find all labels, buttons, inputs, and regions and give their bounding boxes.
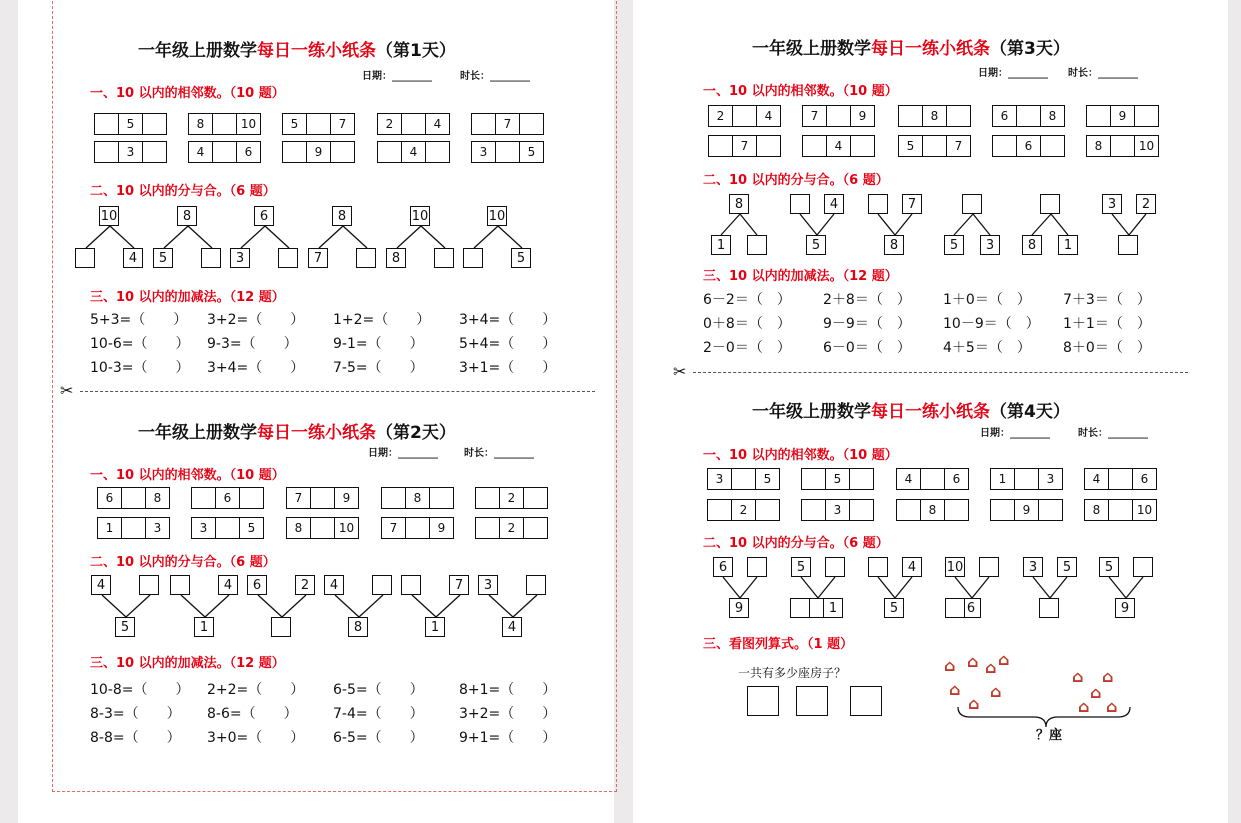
number-cell: 6 xyxy=(1017,136,1041,156)
number-box: 1 xyxy=(425,617,445,637)
equation: 8-8=（ ） xyxy=(90,730,181,746)
number-box: 10 xyxy=(99,206,119,226)
equation: 2+2=（ ） xyxy=(207,682,305,698)
house-icon: ⌂ xyxy=(1090,683,1102,702)
number-box: 6 xyxy=(247,575,267,595)
section-merge: 二、10 以内的分与合。（6 题） xyxy=(703,536,889,551)
equation: 3+2=（ ） xyxy=(459,706,557,722)
number-cell: 7 xyxy=(733,136,757,156)
house-icon: ⌂ xyxy=(967,652,979,671)
house-icon: ⌂ xyxy=(990,682,1002,701)
number-box: 5 xyxy=(1099,557,1119,577)
number-cell: 7 xyxy=(954,139,963,153)
number-box: 1 xyxy=(711,235,731,255)
equation: 0＋8＝（ ） xyxy=(703,316,791,332)
number-cell: 8 xyxy=(923,106,947,126)
number-cell: 4 xyxy=(764,109,773,123)
number-box: 3 xyxy=(230,248,250,268)
number-cell: 1 xyxy=(991,469,1015,489)
number-cell: 8 xyxy=(406,488,430,508)
number-cell: 10 xyxy=(240,117,257,131)
number-box: 8 xyxy=(332,206,352,226)
scissors-icon: ✂ xyxy=(673,362,687,381)
number-cell: 2 xyxy=(732,500,756,520)
number-cell: 6 xyxy=(993,106,1017,126)
number-cell: 8 xyxy=(189,114,213,134)
number-box: 9 xyxy=(1115,598,1135,618)
number-cell: 6 xyxy=(1140,472,1149,486)
number-cell: 8 xyxy=(1085,500,1109,520)
title-day: （第3天） xyxy=(990,39,1070,59)
number-box: 5 xyxy=(944,235,964,255)
number-cell: 9 xyxy=(1111,106,1135,126)
number-box: 4 xyxy=(902,557,922,577)
equation: 1＋0＝（ ） xyxy=(943,292,1031,308)
number-cell: 5 xyxy=(763,472,772,486)
equation: 9+1=（ ） xyxy=(459,730,557,746)
number-cell: 2 xyxy=(500,518,524,538)
number-box: 1 xyxy=(823,598,843,618)
number-box: 5 xyxy=(153,248,173,268)
number-box: 9 xyxy=(729,598,749,618)
date-field: 日期：________ xyxy=(362,71,432,82)
number-cell: 5 xyxy=(283,114,307,134)
number-cell: 1 xyxy=(98,518,122,538)
number-box: 10 xyxy=(945,557,965,577)
number-cell: 4 xyxy=(1085,469,1109,489)
number-cell: 6 xyxy=(952,472,961,486)
number-cell: 5 xyxy=(119,114,143,134)
number-cell: 4 xyxy=(827,136,851,156)
equation: 9-1=（ ） xyxy=(333,336,424,352)
number-box: 1 xyxy=(194,617,214,637)
answer-label: ？座 xyxy=(1036,728,1063,743)
number-cell: 10 xyxy=(1136,503,1153,517)
number-cell: 3 xyxy=(472,142,496,162)
equation: 7-5=（ ） xyxy=(333,360,424,376)
section-adjacent: 一、10 以内的相邻数。（10 题） xyxy=(703,84,898,99)
number-cell: 4 xyxy=(897,469,921,489)
title-red: 每日一练小纸条 xyxy=(257,41,376,61)
house-icon: ⌂ xyxy=(944,656,956,675)
number-box: 3 xyxy=(1102,194,1122,214)
equation: 6－2＝（ ） xyxy=(703,292,791,308)
number-cell: 7 xyxy=(496,114,520,134)
equation: 7-4=（ ） xyxy=(333,706,424,722)
number-box: 8 xyxy=(177,206,197,226)
number-cell: 2 xyxy=(709,106,733,126)
equation: 3+1=（ ） xyxy=(459,360,557,376)
number-cell: 8 xyxy=(1087,136,1111,156)
number-cell: 9 xyxy=(307,142,331,162)
number-cell: 7 xyxy=(338,117,347,131)
number-box: 8 xyxy=(386,248,406,268)
title-black: 一年级上册数学 xyxy=(752,39,871,59)
number-box: 5 xyxy=(115,617,135,637)
equation: 3+4=（ ） xyxy=(207,360,305,376)
equation: 9-3=（ ） xyxy=(207,336,298,352)
number-box: 4 xyxy=(502,617,522,637)
house-icon: ⌂ xyxy=(1106,697,1118,716)
number-box: 5 xyxy=(806,235,826,255)
number-box: 5 xyxy=(791,557,811,577)
equation: 2－0＝（ ） xyxy=(703,340,791,356)
number-cell: 4 xyxy=(402,142,426,162)
number-cell: 3 xyxy=(119,142,143,162)
house-icon: ⌂ xyxy=(968,694,980,713)
section-picture: 三、看图列算式。（1 题） xyxy=(703,637,854,652)
number-cell: 3 xyxy=(192,518,216,538)
number-box: 4 xyxy=(324,575,344,595)
equation: 1+2=（ ） xyxy=(333,312,431,328)
number-cell: 9 xyxy=(342,491,351,505)
section-arith: 三、10 以内的加减法。（12 题） xyxy=(703,269,898,284)
house-icon: ⌂ xyxy=(1102,667,1114,686)
title-black: 一年级上册数学 xyxy=(138,41,257,61)
equation: 3+4=（ ） xyxy=(459,312,557,328)
equation: 8＋0＝（ ） xyxy=(1063,340,1151,356)
equation: 3+2=（ ） xyxy=(207,312,305,328)
equation: 8-3=（ ） xyxy=(90,706,181,722)
number-box: 8 xyxy=(348,617,368,637)
number-box: 6 xyxy=(961,598,981,618)
number-box: 2 xyxy=(1136,194,1156,214)
date-field: 日期：________ xyxy=(980,428,1050,439)
section-split: 二、10 以内的分与合。（6 题） xyxy=(703,173,889,188)
number-cell: 2 xyxy=(378,114,402,134)
number-cell: 5 xyxy=(527,145,536,159)
equation: 8+1=（ ） xyxy=(459,682,557,698)
number-cell: 7 xyxy=(382,518,406,538)
number-cell: 3 xyxy=(1046,472,1055,486)
number-box: 5 xyxy=(1057,557,1077,577)
title-day: （第4天） xyxy=(990,402,1070,422)
date-field: 日期：________ xyxy=(978,68,1048,79)
number-cell: 8 xyxy=(921,500,945,520)
section-arith: 三、10 以内的加减法。（12 题） xyxy=(90,290,285,305)
number-box: 4 xyxy=(218,575,238,595)
number-box: 7 xyxy=(308,248,328,268)
number-cell: 10 xyxy=(1138,139,1155,153)
number-cell: 8 xyxy=(153,491,162,505)
number-cell: 3 xyxy=(708,469,732,489)
number-cell: 5 xyxy=(247,521,256,535)
house-icon: ⌂ xyxy=(1078,697,1090,716)
section-arith: 三、10 以内的加减法。（12 题） xyxy=(90,656,285,671)
equation: 2＋8＝（ ） xyxy=(823,292,911,308)
number-cell: 9 xyxy=(437,521,446,535)
equation: 4＋5＝（ ） xyxy=(943,340,1031,356)
number-cell: 4 xyxy=(433,117,442,131)
number-box: 4 xyxy=(123,248,143,268)
number-cell: 8 xyxy=(287,518,311,538)
number-box: 1 xyxy=(1058,235,1078,255)
number-box: 8 xyxy=(884,235,904,255)
number-box: 6 xyxy=(713,557,733,577)
title-red: 每日一练小纸条 xyxy=(257,423,376,443)
equation: 1＋1＝（ ） xyxy=(1063,316,1151,332)
title-black: 一年级上册数学 xyxy=(138,423,257,443)
number-cell: 5 xyxy=(826,469,850,489)
title-black: 一年级上册数学 xyxy=(752,402,871,422)
number-cell: 8 xyxy=(1048,109,1057,123)
section-adjacent: 一、10 以内的相邻数。（10 题） xyxy=(90,86,285,101)
number-box: 6 xyxy=(254,206,274,226)
number-cell: 10 xyxy=(338,521,355,535)
number-cell: 2 xyxy=(500,488,524,508)
number-box: 8 xyxy=(1022,235,1042,255)
equation: 10－9＝（ ） xyxy=(943,316,1040,332)
equation: 9－9＝（ ） xyxy=(823,316,911,332)
section-split: 二、10 以内的分与合。（6 题） xyxy=(90,184,276,199)
equation: 7＋3＝（ ） xyxy=(1063,292,1151,308)
number-box: 2 xyxy=(295,575,315,595)
section-adjacent: 一、10 以内的相邻数。（10 题） xyxy=(703,448,898,463)
number-box: 7 xyxy=(902,194,922,214)
house-icon: ⌂ xyxy=(949,680,961,699)
equation: 10-6=（ ） xyxy=(90,336,190,352)
equation: 6－0＝（ ） xyxy=(823,340,911,356)
number-box: 3 xyxy=(478,575,498,595)
number-cell: 9 xyxy=(1015,500,1039,520)
equation: 5+4=（ ） xyxy=(459,336,557,352)
title-red: 每日一练小纸条 xyxy=(871,402,990,422)
number-cell: 6 xyxy=(98,488,122,508)
number-cell: 5 xyxy=(899,136,923,156)
equation: 8-6=（ ） xyxy=(207,706,298,722)
number-cell: 3 xyxy=(826,500,850,520)
number-cell: 4 xyxy=(189,142,213,162)
number-cell: 6 xyxy=(244,145,253,159)
number-cell: 9 xyxy=(858,109,867,123)
number-cell: 6 xyxy=(216,488,240,508)
number-box: 5 xyxy=(511,248,531,268)
number-box: 10 xyxy=(410,206,430,226)
number-box: 4 xyxy=(824,194,844,214)
number-box: 10 xyxy=(487,206,507,226)
equation: 10-8=（ ） xyxy=(90,682,190,698)
time-field: 时长：________ xyxy=(460,71,530,82)
equation: 5+3=（ ） xyxy=(90,312,188,328)
equation: 10-3=（ ） xyxy=(90,360,190,376)
time-field: 时长：________ xyxy=(1078,428,1148,439)
title-day: （第1天） xyxy=(376,41,456,61)
equation: 6-5=（ ） xyxy=(333,730,424,746)
number-box: 8 xyxy=(729,194,749,214)
number-cell: 7 xyxy=(287,488,311,508)
number-cell: 3 xyxy=(153,521,162,535)
title-day: （第2天） xyxy=(376,423,456,443)
number-box: 7 xyxy=(449,575,469,595)
title-red: 每日一练小纸条 xyxy=(871,39,990,59)
equation: 3+0=（ ） xyxy=(207,730,305,746)
number-box: 5 xyxy=(884,598,904,618)
number-box: 3 xyxy=(1023,557,1043,577)
time-field: 时长：________ xyxy=(1068,68,1138,79)
number-box: 4 xyxy=(91,575,111,595)
section-adjacent: 一、10 以内的相邻数。（10 题） xyxy=(90,468,285,483)
number-cell: 7 xyxy=(803,106,827,126)
house-icon: ⌂ xyxy=(998,650,1010,669)
section-merge: 二、10 以内的分与合。（6 题） xyxy=(90,555,276,570)
house-icon: ⌂ xyxy=(985,658,997,677)
question-text: 一共有多少座房子？ xyxy=(738,666,847,680)
date-field: 日期：________ xyxy=(368,448,438,459)
time-field: 时长：________ xyxy=(464,448,534,459)
number-box: 3 xyxy=(980,235,1000,255)
house-icon: ⌂ xyxy=(1072,667,1084,686)
scissors-icon: ✂ xyxy=(60,381,74,400)
equation: 6-5=（ ） xyxy=(333,682,424,698)
